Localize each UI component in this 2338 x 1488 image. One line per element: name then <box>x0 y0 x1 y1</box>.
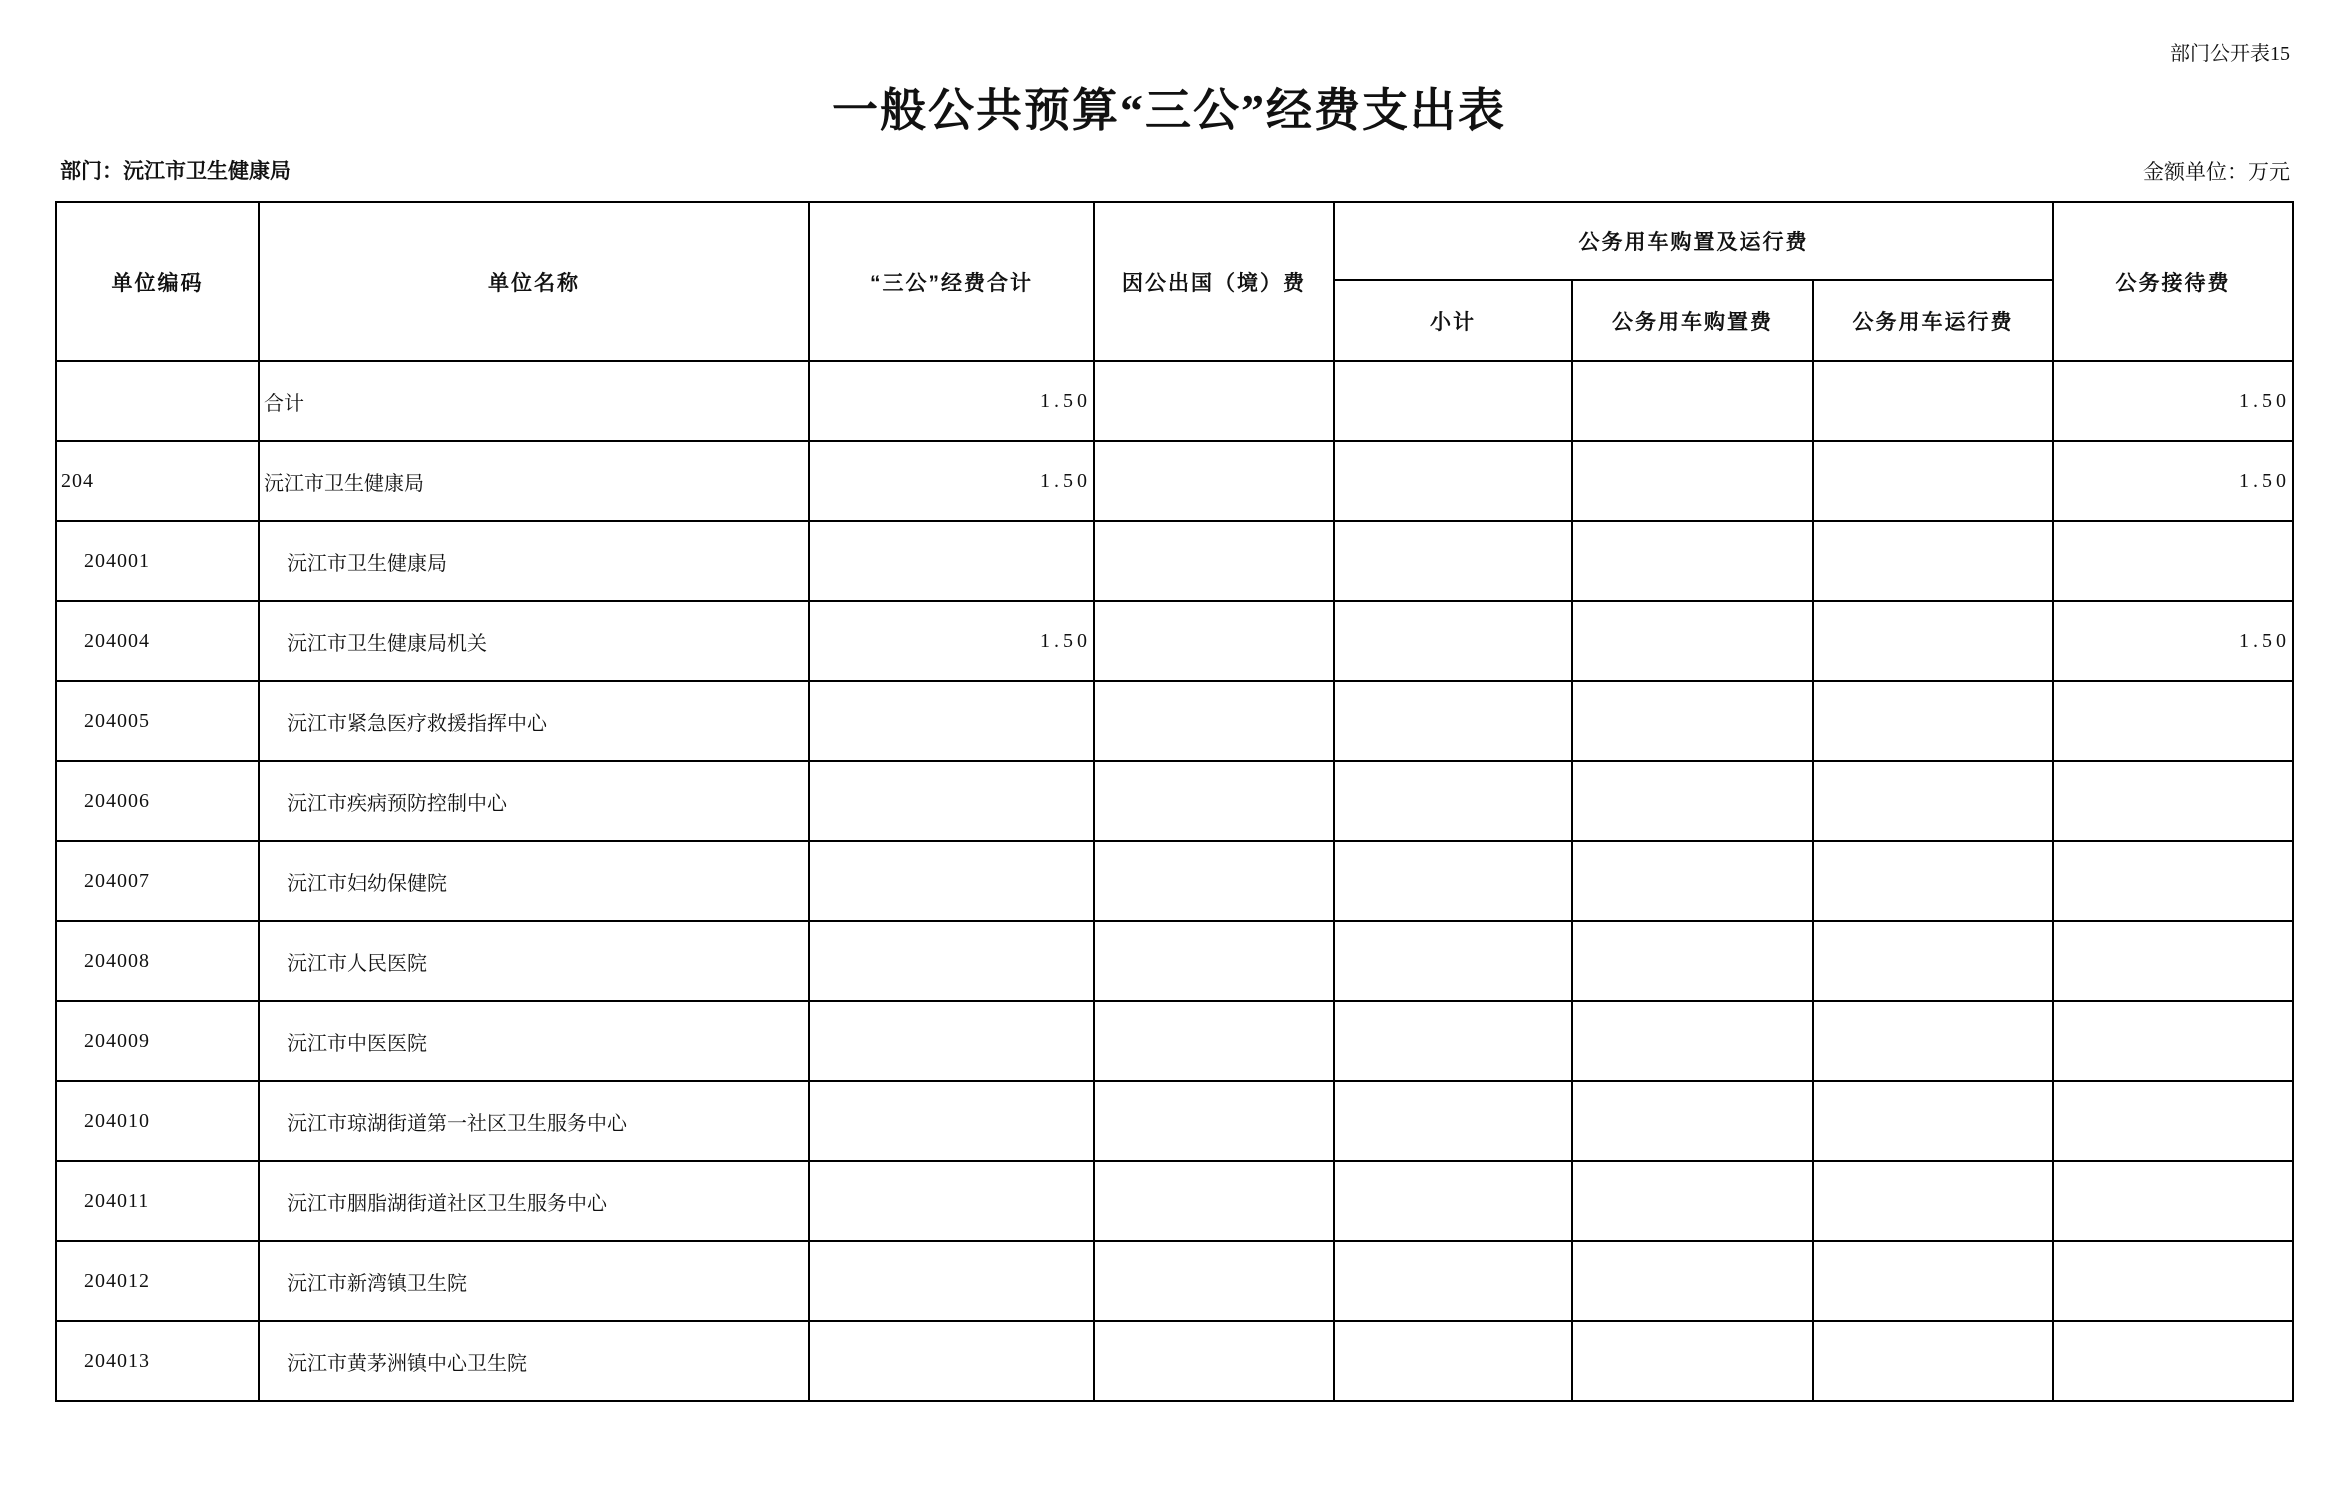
vehicle-subtotal-cell <box>1334 681 1572 761</box>
table-body <box>56 361 2293 1401</box>
table-header <box>56 202 2293 361</box>
unit-code-cell: 204010 <box>56 1081 259 1161</box>
header-reception: 公务接待费 <box>2053 202 2293 361</box>
vehicle-operation-cell <box>1813 841 2053 921</box>
unit-name-cell: 沅江市中医医院 <box>259 1001 809 1081</box>
table-row <box>56 521 2293 601</box>
unit-code-cell: 204012 <box>56 1241 259 1321</box>
vehicle-subtotal-cell <box>1334 1161 1572 1241</box>
vehicle-purchase-cell <box>1572 1161 1813 1241</box>
unit-name-cell: 合计 <box>259 361 809 441</box>
reception-cell <box>2053 1241 2293 1321</box>
amount-unit-label: 金额单位：万元 <box>2143 160 2290 184</box>
vehicle-subtotal-cell <box>1334 761 1572 841</box>
unit-code-cell: 204008 <box>56 921 259 1001</box>
unit-name-cell: 沅江市紧急医疗救援指挥中心 <box>259 681 809 761</box>
overseas-travel-cell <box>1094 361 1334 441</box>
vehicle-subtotal-cell <box>1334 1001 1572 1081</box>
header-vehicle-group: 公务用车购置及运行费 <box>1334 202 2053 280</box>
vehicle-purchase-cell <box>1572 441 1813 521</box>
vehicle-purchase-cell <box>1572 1321 1813 1401</box>
form-number: 部门公开表15 <box>2170 43 2290 65</box>
vehicle-operation-cell <box>1813 441 2053 521</box>
table-row <box>56 1001 2293 1081</box>
three-public-total-cell <box>809 681 1094 761</box>
three-public-total-cell <box>809 1081 1094 1161</box>
vehicle-operation-cell <box>1813 1241 2053 1321</box>
header-vehicle-operation: 公务用车运行费 <box>1813 280 2053 361</box>
vehicle-operation-cell <box>1813 1321 2053 1401</box>
overseas-travel-cell <box>1094 601 1334 681</box>
reception-cell <box>2053 1321 2293 1401</box>
vehicle-operation-cell <box>1813 601 2053 681</box>
reception-cell: 1.50 <box>2053 361 2293 441</box>
table-row <box>56 761 2293 841</box>
table-row <box>56 601 2293 681</box>
overseas-travel-cell <box>1094 521 1334 601</box>
reception-cell <box>2053 521 2293 601</box>
unit-code-cell: 204 <box>56 441 259 521</box>
vehicle-operation-cell <box>1813 521 2053 601</box>
table-row <box>56 1081 2293 1161</box>
unit-name-cell: 沅江市琼湖街道第一社区卫生服务中心 <box>259 1081 809 1161</box>
unit-name-cell: 沅江市卫生健康局机关 <box>259 601 809 681</box>
vehicle-purchase-cell <box>1572 1001 1813 1081</box>
vehicle-subtotal-cell <box>1334 1241 1572 1321</box>
table-row <box>56 921 2293 1001</box>
vehicle-purchase-cell <box>1572 521 1813 601</box>
page-title: 一般公共预算“三公”经费支出表 <box>832 85 1506 136</box>
unit-code-cell: 204011 <box>56 1161 259 1241</box>
expense-table <box>55 201 2294 1402</box>
header-vehicle-purchase: 公务用车购置费 <box>1572 280 1813 361</box>
unit-code-cell: 204005 <box>56 681 259 761</box>
overseas-travel-cell <box>1094 441 1334 521</box>
reception-cell: 1.50 <box>2053 441 2293 521</box>
unit-name-cell: 沅江市妇幼保健院 <box>259 841 809 921</box>
unit-code-cell: 204007 <box>56 841 259 921</box>
table-row <box>56 841 2293 921</box>
table-row <box>56 1321 2293 1401</box>
table-row <box>56 1241 2293 1321</box>
three-public-total-cell <box>809 1001 1094 1081</box>
unit-name-cell: 沅江市卫生健康局 <box>259 441 809 521</box>
vehicle-subtotal-cell <box>1334 841 1572 921</box>
vehicle-subtotal-cell <box>1334 441 1572 521</box>
overseas-travel-cell <box>1094 841 1334 921</box>
vehicle-purchase-cell <box>1572 841 1813 921</box>
three-public-total-cell <box>809 841 1094 921</box>
three-public-total-cell: 1.50 <box>809 361 1094 441</box>
unit-name-cell: 沅江市黄茅洲镇中心卫生院 <box>259 1321 809 1401</box>
vehicle-purchase-cell <box>1572 681 1813 761</box>
three-public-total-cell: 1.50 <box>809 601 1094 681</box>
three-public-total-cell: 1.50 <box>809 441 1094 521</box>
vehicle-subtotal-cell <box>1334 921 1572 1001</box>
reception-cell <box>2053 921 2293 1001</box>
header-overseas-travel: 因公出国（境）费 <box>1094 202 1334 361</box>
reception-cell <box>2053 1081 2293 1161</box>
three-public-total-cell <box>809 1241 1094 1321</box>
unit-name-cell: 沅江市新湾镇卫生院 <box>259 1241 809 1321</box>
vehicle-purchase-cell <box>1572 1241 1813 1321</box>
overseas-travel-cell <box>1094 761 1334 841</box>
vehicle-operation-cell <box>1813 361 2053 441</box>
overseas-travel-cell <box>1094 1081 1334 1161</box>
unit-code-cell: 204013 <box>56 1321 259 1401</box>
overseas-travel-cell <box>1094 921 1334 1001</box>
three-public-total-cell <box>809 761 1094 841</box>
unit-code-cell: 204004 <box>56 601 259 681</box>
vehicle-purchase-cell <box>1572 601 1813 681</box>
vehicle-subtotal-cell <box>1334 1321 1572 1401</box>
vehicle-purchase-cell <box>1572 921 1813 1001</box>
header-three-public-total: “三公”经费合计 <box>809 202 1094 361</box>
unit-code-cell: 204001 <box>56 521 259 601</box>
header-row-top <box>56 202 2293 280</box>
overseas-travel-cell <box>1094 1161 1334 1241</box>
unit-name-cell: 沅江市卫生健康局 <box>259 521 809 601</box>
header-vehicle-subtotal: 小计 <box>1334 280 1572 361</box>
header-unit-name: 单位名称 <box>259 202 809 361</box>
vehicle-subtotal-cell <box>1334 601 1572 681</box>
reception-cell: 1.50 <box>2053 601 2293 681</box>
vehicle-subtotal-cell <box>1334 1081 1572 1161</box>
overseas-travel-cell <box>1094 1321 1334 1401</box>
unit-code-cell <box>56 361 259 441</box>
reception-cell <box>2053 761 2293 841</box>
unit-name-cell: 沅江市疾病预防控制中心 <box>259 761 809 841</box>
header-unit-code: 单位编码 <box>56 202 259 361</box>
vehicle-subtotal-cell <box>1334 361 1572 441</box>
table-row <box>56 681 2293 761</box>
three-public-total-cell <box>809 521 1094 601</box>
reception-cell <box>2053 1001 2293 1081</box>
unit-name-cell: 沅江市人民医院 <box>259 921 809 1001</box>
vehicle-operation-cell <box>1813 681 2053 761</box>
vehicle-subtotal-cell <box>1334 521 1572 601</box>
three-public-total-cell <box>809 1161 1094 1241</box>
table-row <box>56 441 2293 521</box>
table-row <box>56 1161 2293 1241</box>
overseas-travel-cell <box>1094 681 1334 761</box>
reception-cell <box>2053 681 2293 761</box>
vehicle-operation-cell <box>1813 921 2053 1001</box>
reception-cell <box>2053 841 2293 921</box>
three-public-total-cell <box>809 1321 1094 1401</box>
vehicle-operation-cell <box>1813 761 2053 841</box>
vehicle-operation-cell <box>1813 1081 2053 1161</box>
overseas-travel-cell <box>1094 1241 1334 1321</box>
vehicle-operation-cell <box>1813 1001 2053 1081</box>
unit-code-cell: 204009 <box>56 1001 259 1081</box>
department-label: 部门：沅江市卫生健康局 <box>60 160 291 183</box>
vehicle-purchase-cell <box>1572 761 1813 841</box>
vehicle-purchase-cell <box>1572 361 1813 441</box>
vehicle-operation-cell <box>1813 1161 2053 1241</box>
unit-name-cell: 沅江市胭脂湖街道社区卫生服务中心 <box>259 1161 809 1241</box>
reception-cell <box>2053 1161 2293 1241</box>
three-public-total-cell <box>809 921 1094 1001</box>
overseas-travel-cell <box>1094 1001 1334 1081</box>
unit-code-cell: 204006 <box>56 761 259 841</box>
table-row <box>56 361 2293 441</box>
vehicle-purchase-cell <box>1572 1081 1813 1161</box>
